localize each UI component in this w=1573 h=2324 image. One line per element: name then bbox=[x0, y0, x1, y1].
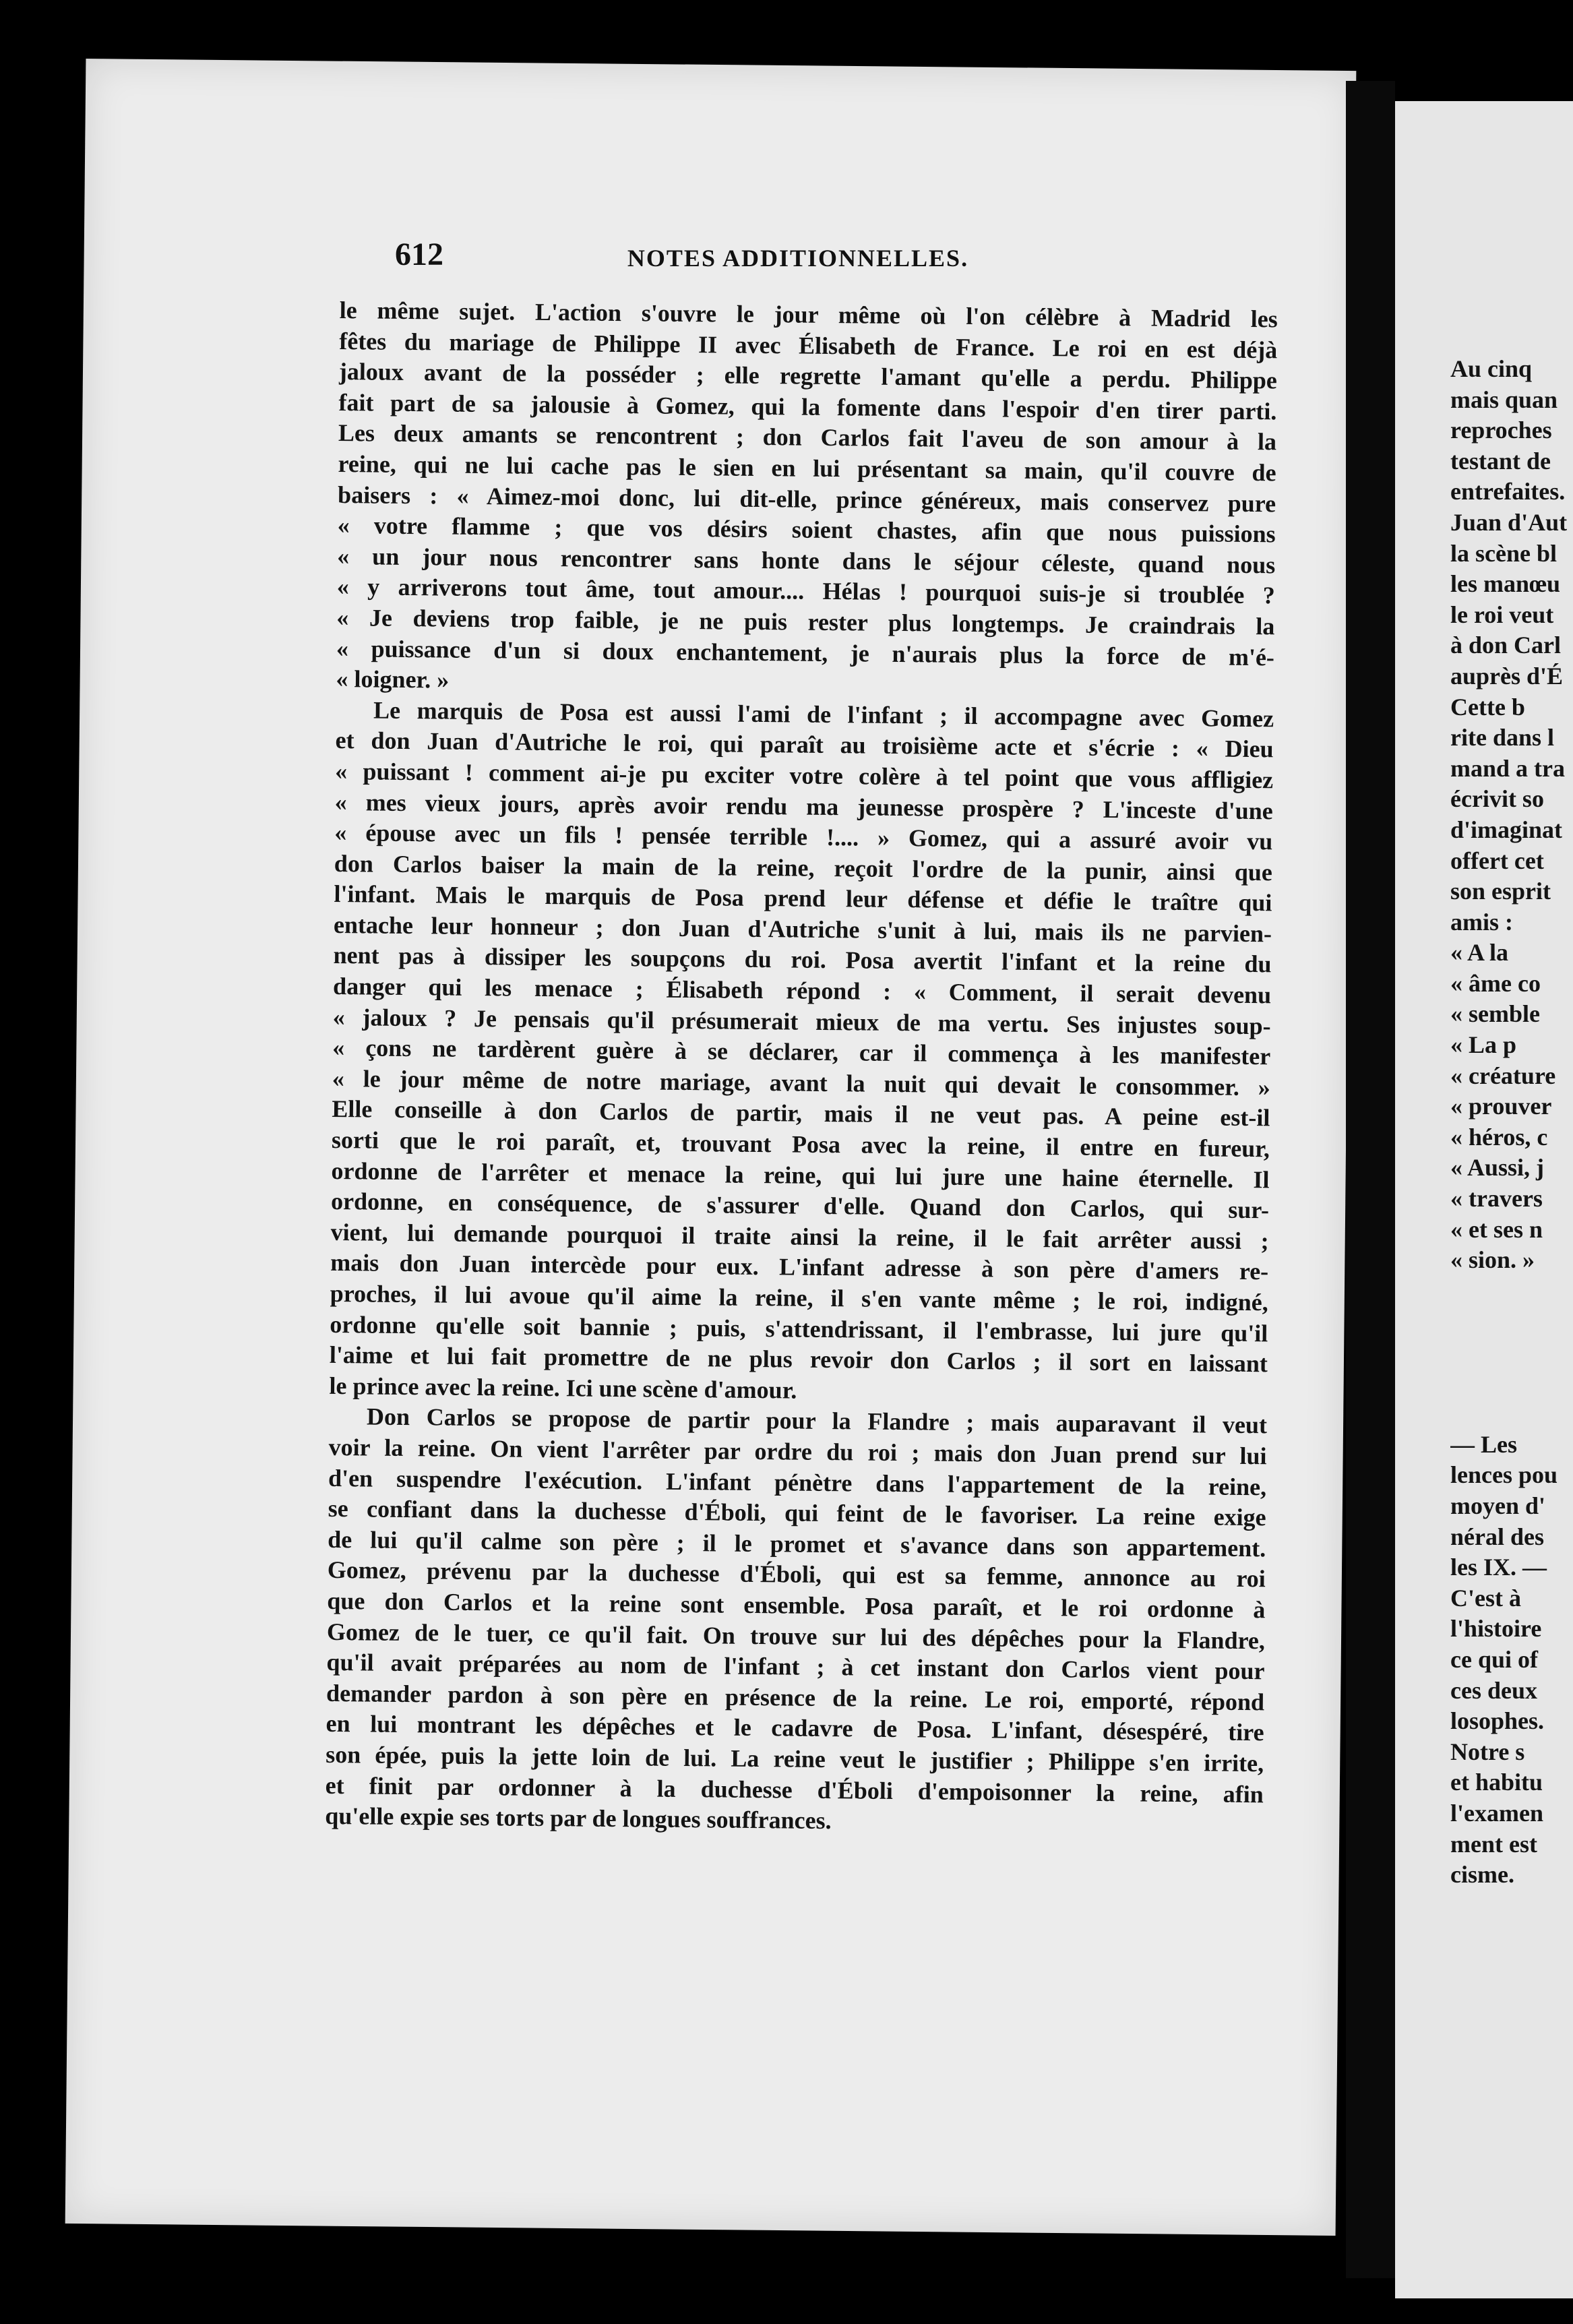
facing-text-line: ce qui of bbox=[1450, 1645, 1538, 1673]
text-line: le même sujet. L'action s'ouvre le jour même où l'on célèbre à Madrid les bbox=[339, 296, 1278, 333]
facing-text-line: Juan d'Aut bbox=[1450, 508, 1568, 536]
text-line: en lui montrant les dépêches et le cadavre de Posa. L'infant, désespéré, tire bbox=[326, 1710, 1264, 1746]
text-line: mais don Juan intercède pour eux. L'infant adresse à son père d'amers re- bbox=[330, 1249, 1269, 1285]
text-line: « loigner. » bbox=[336, 665, 450, 694]
facing-text-line: « et ses n bbox=[1450, 1215, 1543, 1243]
facing-text-line: « Aussi, j bbox=[1450, 1154, 1545, 1182]
paragraph bbox=[325, 1401, 1267, 1841]
facing-text-line: entrefaites. bbox=[1450, 478, 1566, 506]
page-number: 612 bbox=[395, 237, 443, 272]
text-line: ordonne, en conséquence, de s'assurer d'elle. Quand don Carlos, qui sur- bbox=[330, 1188, 1270, 1224]
facing-text-line: néral des bbox=[1450, 1523, 1544, 1550]
facing-text-line: mand a tra bbox=[1450, 754, 1565, 782]
text-line: ordonne de l'arrêter et menace la reine, qui lui jure une haine éternelle. Il bbox=[331, 1157, 1270, 1193]
text-line: se confiant dans la duchesse d'Éboli, qui feint de le favoriser. La reine exige bbox=[328, 1495, 1266, 1531]
facing-text-line: « La p bbox=[1450, 1031, 1517, 1059]
facing-text-line: amis : bbox=[1450, 908, 1513, 936]
text-line: Les deux amants se rencontrent ; don Carlos fait l'aveu de son amour à la bbox=[338, 419, 1277, 456]
text-line: Gomez de le tuer, ce qu'il fait. On trouve sur lui des dépêches pour la Flandre, bbox=[326, 1618, 1266, 1654]
facing-text-line: moyen d' bbox=[1450, 1492, 1546, 1519]
text-line: Le marquis de Posa est aussi l'ami de l'infant ; il accompagne avec Gomez bbox=[373, 696, 1274, 733]
facing-text-line: rite dans l bbox=[1450, 724, 1555, 752]
facing-page-text bbox=[1450, 354, 1573, 1891]
facing-text-line: cisme. bbox=[1450, 1861, 1514, 1889]
facing-text-line: « héros, c bbox=[1450, 1123, 1548, 1151]
facing-text-line: losophes. bbox=[1450, 1707, 1545, 1735]
text-line: ordonne qu'elle soit bannie ; puis, s'attendrissant, il l'embrasse, lui jure qu'il bbox=[330, 1310, 1268, 1347]
text-line: « votre flamme ; que vos désirs soient chastes, afin que nous puissions bbox=[337, 512, 1276, 548]
text-line: l'infant. Mais le marquis de Posa prend leur défense et défie le traître qui bbox=[334, 880, 1272, 917]
facing-text-line: Cette b bbox=[1450, 693, 1525, 721]
facing-text-line: ces deux bbox=[1450, 1676, 1537, 1704]
facing-text-line: testant de bbox=[1450, 447, 1551, 475]
facing-text-line: son esprit bbox=[1450, 878, 1551, 905]
text-line: « çons ne tardèrent guère à se déclarer, car il commença à les manifester bbox=[332, 1034, 1271, 1070]
text-line: et finit par ordonner à la duchesse d'Éboli d'empoisonner la reine, afin bbox=[325, 1771, 1264, 1808]
facing-text-line: lences pou bbox=[1450, 1461, 1558, 1489]
facing-text-line: mais quan bbox=[1450, 386, 1558, 413]
book-gutter bbox=[1346, 81, 1395, 2278]
text-line: « puissant ! comment ai-je pu exciter votre colère à tel point que vous affligiez bbox=[335, 757, 1274, 794]
facing-text-line: l'examen bbox=[1450, 1799, 1543, 1827]
facing-text-line: C'est à bbox=[1450, 1584, 1521, 1612]
text-line: le prince avec la reine. Ici une scène d'amour. bbox=[329, 1372, 797, 1404]
facing-text-line: Au cinq bbox=[1450, 355, 1533, 382]
text-line: son épée, puis la jette loin de lui. La reine veut le justifier ; Philippe s'en irrite, bbox=[326, 1740, 1264, 1777]
text-line: sorti que le roi paraît, et, trouvant Posa avec la reine, il entre en fureur, bbox=[331, 1126, 1270, 1163]
text-line: demander pardon à son père en présence de la reine. Le roi, emporté, répond bbox=[326, 1679, 1265, 1715]
facing-text-line: à don Carl bbox=[1450, 632, 1562, 659]
text-line: de lui qu'il calme son père ; il le promet et s'avance dans son appartement. bbox=[328, 1525, 1266, 1562]
facing-text-line: « prouver bbox=[1450, 1093, 1552, 1120]
text-line: nent pas à dissiper les soupçons du roi. Posa avertit l'infant et la reine du bbox=[333, 942, 1272, 978]
text-line: « y arriverons tout âme, tout amour.... Hélas ! pourquoi suis-je si troublée ? bbox=[336, 573, 1275, 609]
facing-text-line: reproches bbox=[1450, 417, 1552, 444]
facing-text-line: « A la bbox=[1450, 939, 1509, 967]
text-line: Don Carlos se propose de partir pour la Flandre ; mais auparavant il veut bbox=[366, 1403, 1268, 1439]
text-line: don Carlos baiser la main de la reine, reçoit l'ordre de la punir, ainsi que bbox=[334, 849, 1273, 886]
facing-text-line: « semble bbox=[1450, 1000, 1540, 1028]
facing-text-line: « sion. » bbox=[1450, 1246, 1535, 1274]
facing-text-line: auprès d'É bbox=[1450, 662, 1564, 690]
text-line: danger qui les menace ; Élisabeth répond : « Comment, il serait devenu bbox=[332, 973, 1272, 1009]
paragraph bbox=[336, 295, 1278, 704]
text-line: baisers : « Aimez-moi donc, lui dit-elle, prince généreux, mais conservez pure bbox=[337, 481, 1276, 517]
text-line: Elle conseille à don Carlos de partir, mais il ne veut pas. A peine est-il bbox=[332, 1095, 1270, 1132]
text-line: « Je deviens trop faible, je ne puis rester plus longtemps. Je craindrais la bbox=[336, 603, 1275, 640]
text-line: Gomez, prévenu par la duchesse d'Éboli, qui est sa femme, annonce au roi bbox=[327, 1556, 1266, 1593]
text-line: « jaloux ? Je pensais qu'il présumerait mieux de ma vertu. Ses injustes soup- bbox=[332, 1003, 1271, 1039]
text-line: « le jour même de notre mariage, avant la nuit qui devait le consommer. » bbox=[332, 1064, 1270, 1101]
running-head: NOTES ADDITIONNELLES. bbox=[627, 245, 969, 272]
facing-text-line: d'imaginat bbox=[1450, 816, 1563, 843]
facing-text-line: « créature bbox=[1450, 1062, 1556, 1089]
page-header bbox=[319, 236, 1276, 276]
text-line: « puissance d'un si doux enchantement, je n'aurais plus la force de m'é- bbox=[336, 634, 1275, 671]
facing-text-line: — Les bbox=[1450, 1430, 1517, 1458]
text-line: « mes vieux jours, après avoir rendu ma jeunesse prospère ? L'inceste d'une bbox=[334, 788, 1273, 824]
paragraph bbox=[329, 695, 1274, 1411]
facing-text-line: les manœu bbox=[1450, 570, 1561, 598]
text-line: « épouse avec un fils ! pensée terrible !.... » Gomez, qui a assuré avoir vu bbox=[334, 819, 1273, 855]
facing-text-line: écrivit so bbox=[1450, 785, 1544, 813]
facing-text-line: l'histoire bbox=[1450, 1615, 1542, 1643]
facing-text-line: offert cet bbox=[1450, 847, 1544, 874]
facing-text-line: le roi veut bbox=[1450, 601, 1554, 628]
facing-text-line: la scène bl bbox=[1450, 539, 1557, 567]
facing-text-line: et habitu bbox=[1450, 1769, 1543, 1796]
facing-text-line: « âme co bbox=[1450, 969, 1541, 997]
text-line: « un jour nous rencontrer sans honte dans le séjour céleste, quand nous bbox=[337, 542, 1276, 579]
text-line: entache leur honneur ; don Juan d'Autriche s'unit à lui, mais ils ne parvien- bbox=[333, 911, 1272, 948]
text-line: fait part de sa jalousie à Gomez, qui la fomente dans l'espoir d'en tirer parti. bbox=[338, 388, 1277, 425]
text-line: d'en suspendre l'exécution. L'infant pénètre dans l'appartement de la reine, bbox=[328, 1464, 1267, 1500]
text-line: fêtes du mariage de Philippe II avec Élisabeth de France. Le roi en est déjà bbox=[339, 327, 1278, 363]
text-line: jaloux avant de la posséder ; elle regrette l'amant qu'elle a perdu. Philippe bbox=[338, 358, 1278, 394]
facing-text-line: les IX. — bbox=[1450, 1554, 1547, 1581]
text-line: que don Carlos et la reine sont ensemble. Posa paraît, et le roi ordonne à bbox=[327, 1587, 1266, 1624]
text-line: et don Juan d'Autriche le roi, qui paraît au troisième acte et s'écrie : « Dieu bbox=[335, 727, 1274, 763]
facing-text-line: « travers bbox=[1450, 1185, 1543, 1213]
body-text bbox=[325, 295, 1278, 1841]
facing-text-line: ment est bbox=[1450, 1830, 1537, 1858]
text-line: reine, qui ne lui cache pas le sien en lui présentant sa main, qu'il couvre de bbox=[338, 450, 1276, 487]
text-line: qu'il avait préparées au nom de l'infant ; à cet instant don Carlos vient pour bbox=[326, 1649, 1265, 1685]
text-line: qu'elle expie ses torts par de longues souffrances. bbox=[325, 1802, 832, 1835]
text-line: voir la reine. On vient l'arrêter par ordre du roi ; mais don Juan prend sur lui bbox=[328, 1433, 1267, 1470]
text-line: l'aime et lui fait promettre de ne plus revoir don Carlos ; il sort en laissant bbox=[329, 1341, 1268, 1378]
text-line: vient, lui demande pourquoi il traite ainsi la reine, il le fait arrêter aussi ; bbox=[330, 1218, 1269, 1255]
text-line: proches, il lui avoue qu'il aime la reine, il s'en vante même ; le roi, indigné, bbox=[330, 1279, 1268, 1316]
facing-text-line: Notre s bbox=[1450, 1738, 1525, 1765]
